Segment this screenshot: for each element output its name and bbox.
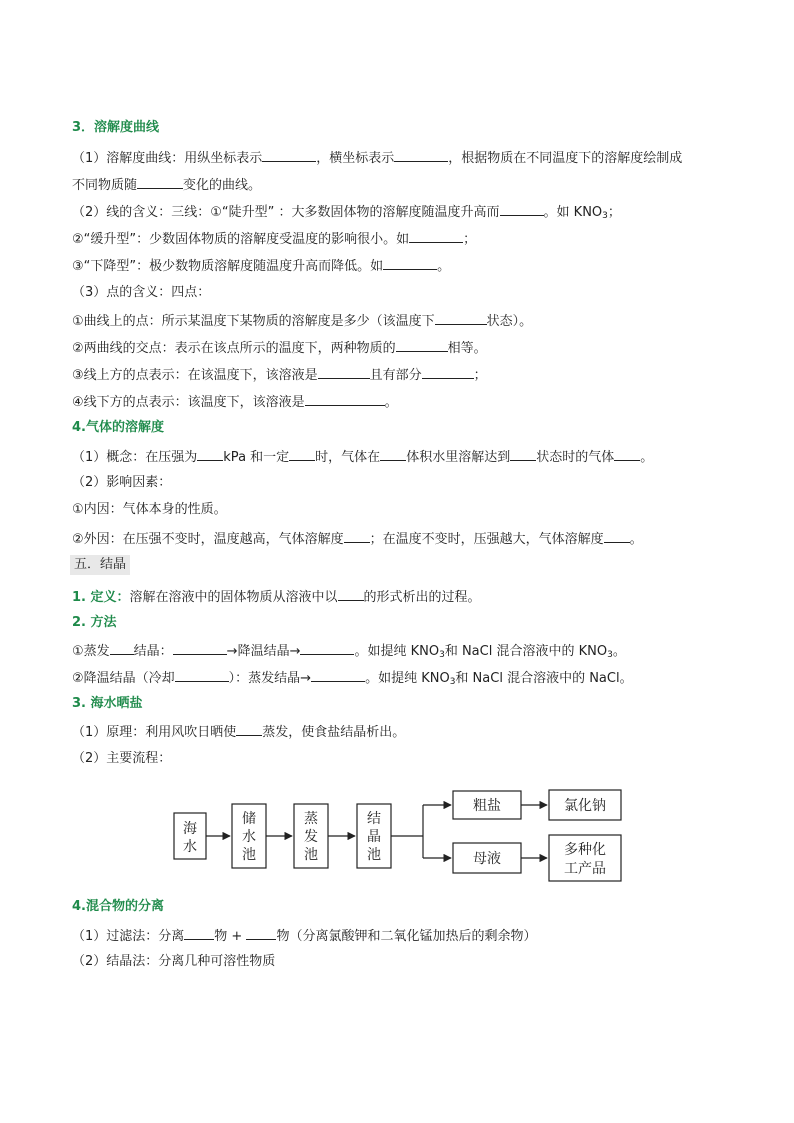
text: （1）概念：在压强为	[72, 450, 198, 465]
flow-label: 结	[367, 811, 381, 827]
text: 状态时的气体	[536, 450, 615, 465]
flow-label: 晶	[367, 829, 381, 845]
label: 1. 定义：	[72, 590, 130, 605]
text: ②降温结晶（冷却	[72, 671, 175, 686]
section-title-solubility-curve: 3．溶解度曲线	[72, 120, 160, 135]
text: ，根据物质在不同温度下的溶解度绘制成	[448, 151, 683, 166]
paragraph: ①内因：气体本身的性质。	[72, 502, 227, 517]
text: 。如提纯 KNO	[354, 644, 440, 659]
text: ③“下降型”：极少数物质溶解度随温度升高而降低。如	[72, 259, 384, 274]
text: 物（分离氯酸钾和二氧化锰加热后的剩余物）	[276, 929, 537, 944]
text: 和 NaCl 混合溶液中的 KNO	[444, 644, 608, 659]
text: （2）线的含义：三线：①“陡升型” ：大多数固体物的溶解度随温度升高而	[72, 205, 500, 220]
subscript: 3	[607, 650, 613, 660]
paragraph	[72, 925, 536, 945]
text: ④线下方的点表示：该温度下，该溶液是	[72, 395, 305, 410]
flow-label: 池	[304, 847, 318, 863]
text: 物 +	[214, 929, 247, 944]
section-title-crystallization: 五．结晶	[70, 555, 130, 575]
text: kPa 和一定	[223, 450, 290, 465]
text: ）：蒸发结晶→	[228, 671, 312, 686]
text: 体积水里溶解达到	[406, 450, 511, 465]
text: （1）过滤法：分离	[72, 929, 185, 944]
paragraph: （2）结晶法：分离几种可溶性物质	[72, 954, 276, 969]
paragraph: （3）点的含义：四点：	[72, 285, 211, 300]
text: ；	[607, 205, 621, 220]
flow-label: 蒸	[304, 811, 318, 827]
subscript: 3	[439, 650, 445, 660]
flow-label: 池	[242, 847, 256, 863]
text: ①蒸发	[72, 644, 110, 659]
flow-label: 水	[242, 829, 256, 845]
text: （1）原理：利用风吹日晒使	[72, 725, 237, 740]
text: ；	[463, 232, 477, 247]
section-title-gas-solubility: 4.气体的溶解度	[72, 420, 164, 435]
text: ；在温度不变时，压强越大，气体溶解度	[369, 532, 604, 547]
flow-label: 母液	[473, 851, 501, 867]
subscript: 3	[449, 677, 456, 687]
fill-blank[interactable]	[184, 925, 214, 940]
text: ①曲线上的点：所示某温度下某物质的溶解度是多少（该温度下	[72, 314, 435, 329]
text: 结晶：	[133, 644, 173, 659]
flow-label: 储	[242, 811, 256, 827]
text: 且有部分	[369, 368, 422, 383]
text: ；	[473, 368, 487, 383]
paragraph: （2）主要流程：	[72, 751, 172, 766]
flow-label: 水	[183, 839, 197, 855]
text: 变化的曲线。	[183, 178, 262, 193]
text: →降温结晶→	[226, 644, 301, 659]
text: 。	[612, 644, 626, 659]
text: ②外因：在压强不变时，温度越高，气体溶解度	[72, 532, 344, 547]
flow-label: 粗盐	[473, 798, 501, 814]
text: 不同物质随	[72, 178, 138, 193]
text: 。	[384, 395, 398, 410]
text: 蒸发，使食盐结晶析出。	[262, 725, 406, 740]
flow-label: 池	[367, 847, 381, 863]
text: （1）溶解度曲线：用纵坐标表示	[72, 151, 263, 166]
section-title-mixture-separation: 4.混合物的分离	[72, 899, 164, 914]
text: ②“缓升型”：少数固体物质的溶解度受温度的影响很小。如	[72, 232, 410, 247]
flow-label: 海	[183, 821, 197, 837]
flow-label: 多种化	[564, 842, 606, 858]
text: 时，气体在	[315, 450, 381, 465]
text: 状态）。	[486, 314, 533, 329]
text: 。	[629, 532, 643, 547]
text: ②两曲线的交点：表示在该点所示的温度下，两种物质的	[72, 341, 396, 356]
subsection-title-methods: 2. 方法	[72, 615, 117, 630]
text: ③线上方的点表示：在该温度下，该溶液是	[72, 368, 318, 383]
text: 。	[640, 450, 654, 465]
text: 。如 KNO	[543, 205, 603, 220]
fill-blank[interactable]	[246, 925, 276, 940]
text: ，横坐标表示	[316, 151, 395, 166]
subscript: 3	[602, 211, 608, 221]
subsection-title-sea-salt: 3. 海水晒盐	[72, 696, 143, 711]
paragraph: （2）影响因素：	[72, 475, 172, 490]
flow-label: 工产品	[564, 861, 606, 877]
flow-label: 氯化钠	[564, 798, 606, 814]
text: 和 NaCl 混合溶液中的 NaCl。	[455, 671, 633, 686]
text: 。如提纯 KNO	[365, 671, 450, 686]
text: 相等。	[447, 341, 487, 356]
text: 溶解在溶液中的固体物质从溶液中以	[129, 590, 338, 605]
text: 。	[437, 259, 451, 274]
text: 的形式析出的过程。	[363, 590, 481, 605]
flow-label: 发	[304, 829, 318, 845]
